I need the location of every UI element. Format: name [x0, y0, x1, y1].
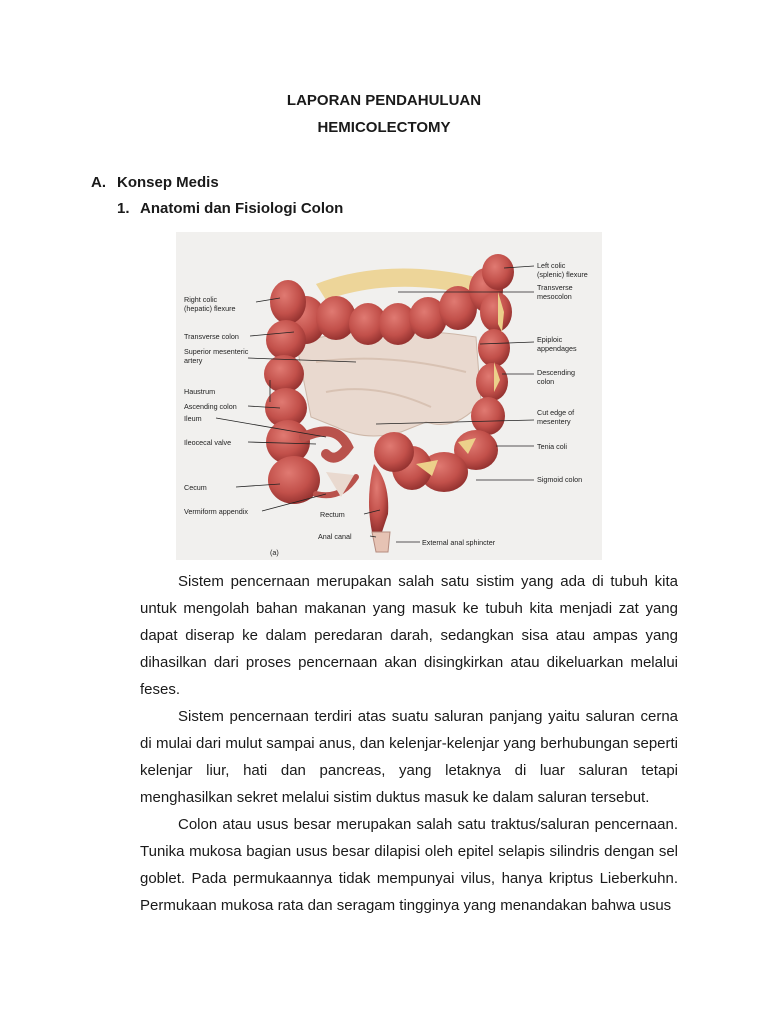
label-mesentery: mesentery [537, 417, 571, 426]
label-artery: artery [184, 356, 203, 365]
section-number: A. [91, 174, 106, 191]
label-appendages: appendages [537, 344, 577, 353]
body-text [140, 568, 678, 919]
ileum [304, 431, 348, 457]
rectum [369, 464, 388, 532]
label-ascending-colon: Ascending colon [184, 402, 237, 411]
label-descending: Descending [537, 368, 575, 377]
section-label: Konsep Medis [117, 174, 219, 191]
label-haustrum: Haustrum [184, 387, 216, 396]
colon-anatomy-figure [176, 232, 602, 560]
label-external-anal-sphincter: External anal sphincter [422, 538, 496, 547]
label-anal-canal: Anal canal [318, 532, 352, 541]
anal-canal [372, 532, 390, 552]
cecum [268, 456, 320, 504]
mesentery-sheet [296, 331, 481, 436]
label-tenia-coli: Tenia coli [537, 442, 567, 451]
label-mesocolon: mesocolon [537, 292, 572, 301]
label-transverse-colon: Transverse colon [184, 332, 239, 341]
label-vermiform-appendix: Vermiform appendix [184, 507, 248, 516]
figure-panel-label: (a) [270, 548, 279, 557]
paragraph: Colon atau usus besar merupakan salah satu traktus/saluran pencernaan. Tunika mukosa bagian usus besar dilapisi oleh epitel selapis silindris dengan sel goblet. Pada permukaannya tidak mempunyai vilus, hanya kriptus Lieberkuhn. Permukaan mukosa rata dan seragam tingginya yang menandakan bahwa usus [140, 816, 678, 914]
label-cut-edge-of: Cut edge of [537, 408, 575, 417]
label-ileum: Ileum [184, 414, 202, 423]
subsection-label: Anatomi dan Fisiologi Colon [140, 200, 344, 217]
label-colon: colon [537, 377, 555, 386]
section-heading-a [91, 174, 219, 191]
label-epiploic: Epiploic [537, 335, 563, 344]
label-splenic-flexure: (splenic) flexure [537, 270, 588, 279]
label-transverse: Transverse [537, 283, 573, 292]
label-cecum: Cecum [184, 483, 207, 492]
label-hepatic-flexure: (hepatic) flexure [184, 304, 236, 313]
label-ileocecal-valve: Ileocecal valve [184, 438, 232, 447]
report-title: LAPORAN PENDAHULUAN [286, 92, 482, 109]
label-rectum: Rectum [320, 510, 345, 519]
report-subtitle: HEMICOLECTOMY [317, 119, 451, 136]
label-right-colic: Right colic [184, 295, 218, 304]
label-left-colic: Left colic [537, 261, 566, 270]
subsection-number: 1. [117, 200, 130, 217]
colon-illustration [176, 232, 602, 560]
label-sigmoid-colon: Sigmoid colon [537, 475, 583, 484]
paragraph: Sistem pencernaan merupakan salah satu sistim yang ada di tubuh kita untuk mengolah bahan makanan yang masuk ke tubuh kita menjadi zat yang dapat diserap ke dalam peredaran darah, sedangkan sisa atau ampas yang dihasilkan dari proses pencernaan akan disingkirkan atau dikeluarkan melalui feses. [140, 573, 678, 698]
subsection-heading-1 [117, 200, 343, 217]
paragraph: Sistem pencernaan terdiri atas suatu saluran panjang yaitu saluran cerna di mulai dari mulut sampai anus, dan kelenjar-kelenjar yang berhubungan seperti kelenjar liur, hati dan pancreas, yang letaknya di luar saluran tetapi menghasilkan sekret melalui sistim duktus masuk ke dalam saluran tersebut. [140, 708, 678, 806]
label-superior-mesenteric: Superior mesenteric [184, 347, 249, 356]
